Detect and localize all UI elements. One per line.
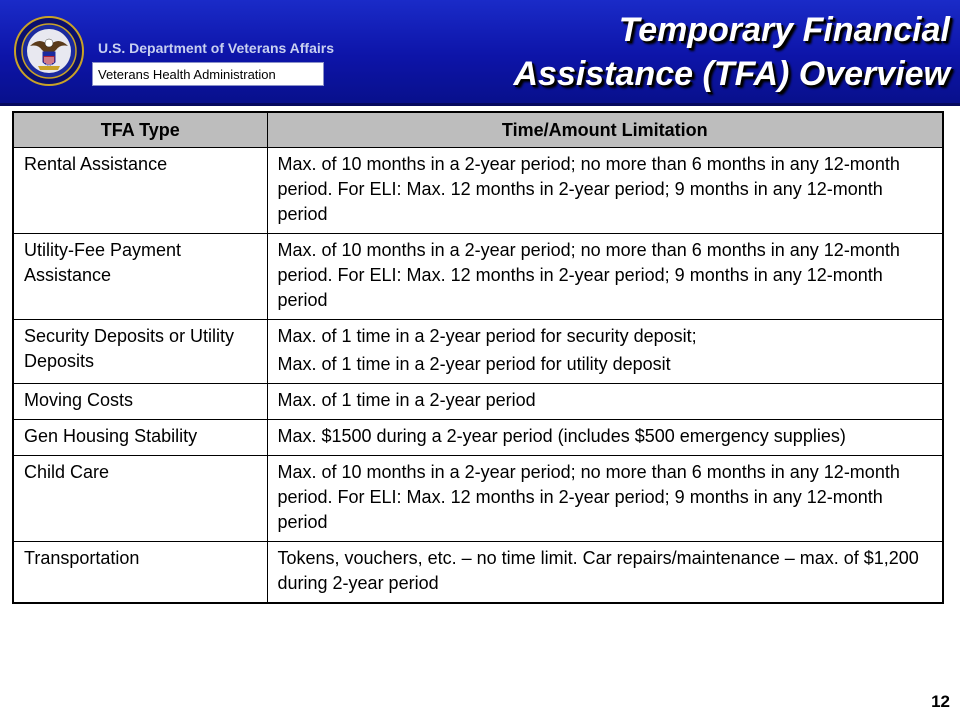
agency-name: U.S. Department of Veterans Affairs [98, 40, 334, 56]
tfa-type-cell: Gen Housing Stability [13, 420, 267, 456]
administration-name: Veterans Health Administration [92, 62, 324, 86]
slide-header [0, 0, 960, 103]
limitation-text: Tokens, vouchers, etc. – no time limit. Car repairs/maintenance – max. of $1,200 during 2-year period [277, 548, 919, 593]
limitation-text: Max. of 10 months in a 2-year period; no more than 6 months in any 12-month period. For ELI: Max. 12 months in 2-year period; 9 months in any 12-month period [277, 462, 900, 532]
limitation-text: Max. of 10 months in a 2-year period; no more than 6 months in any 12-month period. For ELI: Max. 12 months in 2-year period; 9 months in any 12-month period [277, 154, 900, 224]
limitation-text: Max. of 10 months in a 2-year period; no more than 6 months in any 12-month period. For ELI: Max. 12 months in 2-year period; 9 months in any 12-month period [277, 240, 900, 310]
tfa-type-cell: Child Care [13, 456, 267, 542]
table-row [13, 384, 943, 420]
limitation-text: Max. $1500 during a 2-year period (includes $500 emergency supplies) [277, 426, 846, 446]
table-row [13, 456, 943, 542]
tfa-table [12, 111, 944, 604]
header-divider [0, 103, 960, 106]
limitation-cell [267, 148, 943, 234]
table-row [13, 320, 943, 384]
tfa-type-cell: Transportation [13, 542, 267, 604]
limitation-text: Max. of 1 time in a 2-year period for security deposit; [277, 326, 697, 346]
limitation-text: Max. of 1 time in a 2-year period for utility deposit [277, 354, 671, 374]
limitation-cell [267, 542, 943, 604]
limitation-cell [267, 234, 943, 320]
limitation-cell [267, 320, 943, 384]
title-line-1: Temporary Financial [618, 11, 950, 49]
table-row [13, 148, 943, 234]
limitation-text: Max. of 1 time in a 2-year period [277, 390, 536, 410]
table-row [13, 542, 943, 604]
tfa-type-cell: Utility-Fee Payment Assistance [13, 234, 267, 320]
limitation-cell [267, 456, 943, 542]
table-row [13, 234, 943, 320]
tfa-type-cell: Rental Assistance [13, 148, 267, 234]
column-header-type: TFA Type [13, 112, 267, 148]
column-header-limitation: Time/Amount Limitation [267, 112, 943, 148]
slide-title [513, 8, 950, 96]
tfa-type-cell: Security Deposits or Utility Deposits [13, 320, 267, 384]
page-number: 12 [931, 692, 950, 711]
table-header-row [13, 112, 943, 148]
title-line-2: Assistance (TFA) Overview [513, 55, 950, 93]
va-seal-icon [14, 16, 84, 86]
table-row [13, 420, 943, 456]
tfa-type-cell: Moving Costs [13, 384, 267, 420]
limitation-cell [267, 420, 943, 456]
limitation-cell [267, 384, 943, 420]
